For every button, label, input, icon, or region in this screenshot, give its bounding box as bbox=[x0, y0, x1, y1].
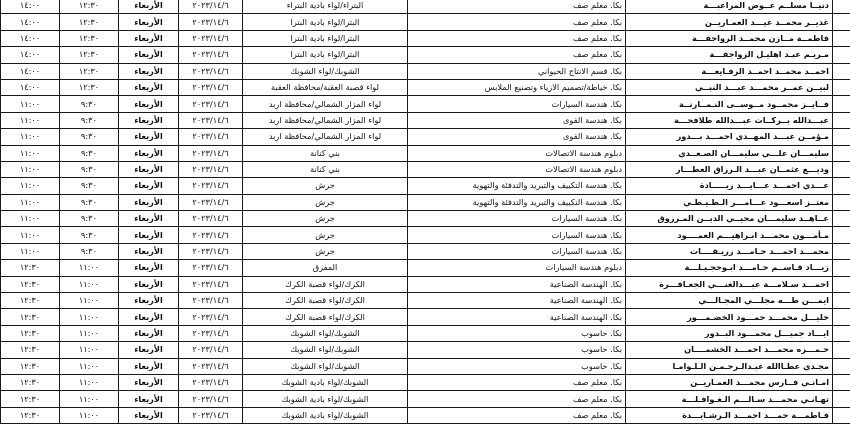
end-time-cell: ١٤:٠٠ bbox=[1, 47, 60, 63]
row-number-cell bbox=[833, 194, 850, 210]
exam-day-cell: الأربعاء bbox=[119, 145, 179, 161]
location-cell: الشوبك/لواء الشوبك bbox=[243, 358, 408, 374]
exam-day-cell: الأربعاء bbox=[119, 407, 179, 423]
candidate-name-cell: وديـــع عثمــان عبـــد الـرزاق العطـــار bbox=[626, 161, 833, 177]
start-time-cell: ١١:٠٠ bbox=[60, 407, 119, 423]
location-cell: الشوبك/لواء بادية الشوبك bbox=[243, 374, 408, 390]
row-number-cell bbox=[833, 63, 850, 79]
candidate-name-cell: عــاهــد سليمـــان محيــي الديــن المـرزوق bbox=[626, 211, 833, 227]
specialization-cell: بكا. خياطة/تصميم الازياء وتصنيع الملابس bbox=[408, 79, 626, 95]
candidate-name-cell: سليمـــان علـــي سليمـــان الصـعــدي bbox=[626, 145, 833, 161]
row-number-cell bbox=[833, 30, 850, 46]
table-row bbox=[1, 407, 850, 423]
specialization-cell: دبلوم هندسة السيارات bbox=[408, 260, 626, 276]
exam-day-cell: الأربعاء bbox=[119, 276, 179, 292]
exam-date-cell: ٢٠٢٣/١٤/٦ bbox=[179, 145, 243, 161]
exam-date-cell: ٢٠٢٣/١٤/٦ bbox=[179, 63, 243, 79]
location-cell: الكرك/لواء قصبة الكرك bbox=[243, 276, 408, 292]
table-row bbox=[1, 96, 850, 112]
specialization-cell: دبلوم هندسة الاتصالات bbox=[408, 145, 626, 161]
candidate-name-cell: ايـــاد جميـــل محمـــود البــدور bbox=[626, 325, 833, 341]
exam-date-cell: ٢٠٢٣/١٤/٦ bbox=[179, 194, 243, 210]
exam-day-cell: الأربعاء bbox=[119, 358, 179, 374]
table-row bbox=[1, 145, 850, 161]
candidate-name-cell: غديــر محمــد عيـــد العمـاريــن bbox=[626, 14, 833, 30]
location-cell: الشوبك/لواء بادية الشوبك bbox=[243, 407, 408, 423]
specialization-cell: بكا. معلم صف bbox=[408, 391, 626, 407]
end-time-cell: ١١:٠٠ bbox=[1, 243, 60, 259]
end-time-cell: ١١:٠٠ bbox=[1, 129, 60, 145]
start-time-cell: ٩:٣٠ bbox=[60, 227, 119, 243]
exam-day-cell: الأربعاء bbox=[119, 243, 179, 259]
specialization-cell: بكا. معلم صف bbox=[408, 14, 626, 30]
location-cell: الشوبك/لواء الشوبك bbox=[243, 325, 408, 341]
row-number-cell bbox=[833, 47, 850, 63]
table-row bbox=[1, 0, 850, 14]
exam-date-cell: ٢٠٢٣/١٤/٦ bbox=[179, 79, 243, 95]
table-row bbox=[1, 14, 850, 30]
location-cell: جرش bbox=[243, 194, 408, 210]
table-row bbox=[1, 276, 850, 292]
candidate-name-cell: مـأمـــون محمـــد ابـراهيـــم العمــــود bbox=[626, 227, 833, 243]
location-cell: المفرق bbox=[243, 260, 408, 276]
exam-day-cell: الأربعاء bbox=[119, 342, 179, 358]
candidate-name-cell: فـاطمـــة حمـــد احمـــد الـرشـايـــدة bbox=[626, 407, 833, 423]
location-cell: البترا/لواء بادية البترا bbox=[243, 47, 408, 63]
exam-day-cell: الأربعاء bbox=[119, 0, 179, 14]
specialization-cell: بكا. معلم صف bbox=[408, 30, 626, 46]
specialization-cell: دبلوم هندسة الاتصالات bbox=[408, 161, 626, 177]
table-row bbox=[1, 211, 850, 227]
location-cell: الكرك/لواء قصبة الكرك bbox=[243, 293, 408, 309]
row-number-cell bbox=[833, 161, 850, 177]
location-cell: لواء المزار الشمالي/محافظة اربد bbox=[243, 129, 408, 145]
location-cell: لواء قصبة العقبة/محافظة العقبة bbox=[243, 79, 408, 95]
candidate-name-cell: فاطمــة مــازن محمــد الرواجفـــة bbox=[626, 30, 833, 46]
end-time-cell: ١٢:٣٠ bbox=[1, 276, 60, 292]
table-body bbox=[1, 0, 850, 424]
row-number-cell bbox=[833, 374, 850, 390]
candidate-name-cell: لبيــن عمــر محمـــد عبـــد النبــي bbox=[626, 79, 833, 95]
start-time-cell: ٩:٣٠ bbox=[60, 194, 119, 210]
end-time-cell: ١٢:٣٠ bbox=[1, 391, 60, 407]
exam-day-cell: الأربعاء bbox=[119, 30, 179, 46]
exam-date-cell: ٢٠٢٣/١٤/٦ bbox=[179, 178, 243, 194]
exam-day-cell: الأربعاء bbox=[119, 374, 179, 390]
exam-date-cell: ٢٠٢٣/١٤/٦ bbox=[179, 30, 243, 46]
exam-day-cell: الأربعاء bbox=[119, 325, 179, 341]
exam-date-cell: ٢٠٢٣/١٤/٦ bbox=[179, 227, 243, 243]
row-number-cell bbox=[833, 112, 850, 128]
location-cell: بني كنانة bbox=[243, 161, 408, 177]
start-time-cell: ٩:٣٠ bbox=[60, 211, 119, 227]
start-time-cell: ١٢:٣٠ bbox=[60, 79, 119, 95]
table-row bbox=[1, 309, 850, 325]
exam-day-cell: الأربعاء bbox=[119, 14, 179, 30]
start-time-cell: ١١:٠٠ bbox=[60, 276, 119, 292]
end-time-cell: ١١:٠٠ bbox=[1, 227, 60, 243]
exam-date-cell: ٢٠٢٣/١٤/٦ bbox=[179, 309, 243, 325]
location-cell: الشوبك/لواء الشوبك bbox=[243, 342, 408, 358]
row-number-cell bbox=[833, 260, 850, 276]
exam-day-cell: الأربعاء bbox=[119, 260, 179, 276]
end-time-cell: ١١:٠٠ bbox=[1, 161, 60, 177]
table-row bbox=[1, 178, 850, 194]
specialization-cell: بكا. معلم صف bbox=[408, 374, 626, 390]
start-time-cell: ٩:٣٠ bbox=[60, 96, 119, 112]
exam-date-cell: ٢٠٢٣/١٤/٦ bbox=[179, 96, 243, 112]
table-row bbox=[1, 129, 850, 145]
specialization-cell: بكا. هندسة القوى bbox=[408, 112, 626, 128]
candidate-name-cell: زيـــاد قـاســم حـامـــد ابـوحجـيـلـــة bbox=[626, 260, 833, 276]
start-time-cell: ٩:٣٠ bbox=[60, 112, 119, 128]
candidate-name-cell: عـــدي احمـــد عـــايـــد زيـــــادة bbox=[626, 178, 833, 194]
exam-day-cell: الأربعاء bbox=[119, 112, 179, 128]
exam-date-cell: ٢٠٢٣/١٤/٦ bbox=[179, 342, 243, 358]
candidate-name-cell: احمـــد سـلامـــة عبـــدالغنـــي الجعـافـــرة bbox=[626, 276, 833, 292]
table-row bbox=[1, 342, 850, 358]
row-number-cell bbox=[833, 178, 850, 194]
table-row bbox=[1, 293, 850, 309]
row-number-cell bbox=[833, 0, 850, 14]
start-time-cell: ١١:٠٠ bbox=[60, 309, 119, 325]
specialization-cell: بكا. حاسوب bbox=[408, 325, 626, 341]
end-time-cell: ١٢:٣٠ bbox=[1, 260, 60, 276]
specialization-cell: بكا. معلم صف bbox=[408, 47, 626, 63]
specialization-cell: بكا. هندسة السيارات bbox=[408, 211, 626, 227]
row-number-cell bbox=[833, 129, 850, 145]
start-time-cell: ١١:٠٠ bbox=[60, 391, 119, 407]
start-time-cell: ١١:٠٠ bbox=[60, 325, 119, 341]
specialization-cell: بكا. حاسوب bbox=[408, 358, 626, 374]
candidate-name-cell: امـانـي فــارس محمـــد العمـاريــن bbox=[626, 374, 833, 390]
table-row bbox=[1, 194, 850, 210]
location-cell: الكرك/لواء قصبة الكرك bbox=[243, 309, 408, 325]
candidate-name-cell: احمــد محمــد احمــد الرفـايعـــة bbox=[626, 63, 833, 79]
row-number-cell bbox=[833, 293, 850, 309]
candidate-name-cell: حـمـــزه محمـــد احمـــد الخشمــــان bbox=[626, 342, 833, 358]
table-row bbox=[1, 79, 850, 95]
candidate-name-cell: معتــز اسعـــود عـــامـــر الـطـيـطـي bbox=[626, 194, 833, 210]
location-cell: جرش bbox=[243, 178, 408, 194]
candidate-name-cell: مـؤمــن عبـــد المهــدي احمـــد بـــدور bbox=[626, 129, 833, 145]
start-time-cell: ١١:٠٠ bbox=[60, 260, 119, 276]
specialization-cell: بكا. حاسوب bbox=[408, 342, 626, 358]
table-row bbox=[1, 325, 850, 341]
specialization-cell: بكا. قسم الانتاج الحيواني bbox=[408, 63, 626, 79]
row-number-cell bbox=[833, 211, 850, 227]
exam-day-cell: الأربعاء bbox=[119, 391, 179, 407]
location-cell: جرش bbox=[243, 211, 408, 227]
row-number-cell bbox=[833, 358, 850, 374]
table-row bbox=[1, 227, 850, 243]
end-time-cell: ١٢:٣٠ bbox=[1, 342, 60, 358]
row-number-cell bbox=[833, 145, 850, 161]
end-time-cell: ١٢:٣٠ bbox=[1, 407, 60, 423]
exam-day-cell: الأربعاء bbox=[119, 211, 179, 227]
exam-day-cell: الأربعاء bbox=[119, 309, 179, 325]
exam-date-cell: ٢٠٢٣/١٤/٦ bbox=[179, 14, 243, 30]
location-cell: البترا/لواء بادية البترا bbox=[243, 14, 408, 30]
start-time-cell: ٩:٣٠ bbox=[60, 243, 119, 259]
exam-date-cell: ٢٠٢٣/١٤/٦ bbox=[179, 358, 243, 374]
exam-date-cell: ٢٠٢٣/١٤/٦ bbox=[179, 391, 243, 407]
table-row bbox=[1, 374, 850, 390]
candidate-name-cell: تهـانـي محمـــد سـالـــم الـغـوافـلـــة bbox=[626, 391, 833, 407]
start-time-cell: ١٢:٣٠ bbox=[60, 63, 119, 79]
location-cell: الشوبك/لواء بادية الشوبك bbox=[243, 391, 408, 407]
end-time-cell: ١١:٠٠ bbox=[1, 178, 60, 194]
start-time-cell: ١١:٠٠ bbox=[60, 342, 119, 358]
location-cell: لواء المزار الشمالي/محافظة اربد bbox=[243, 96, 408, 112]
exam-date-cell: ٢٠٢٣/١٤/٦ bbox=[179, 276, 243, 292]
specialization-cell: بكا. هندسة السيارات bbox=[408, 227, 626, 243]
location-cell: البترا/لواء بادية البترا bbox=[243, 30, 408, 46]
start-time-cell: ١١:٠٠ bbox=[60, 358, 119, 374]
exam-date-cell: ٢٠٢٣/١٤/٦ bbox=[179, 407, 243, 423]
table-row bbox=[1, 391, 850, 407]
exam-day-cell: الأربعاء bbox=[119, 194, 179, 210]
start-time-cell: ١٢:٣٠ bbox=[60, 14, 119, 30]
table-row bbox=[1, 260, 850, 276]
exam-date-cell: ٢٠٢٣/١٤/٦ bbox=[179, 374, 243, 390]
row-number-cell bbox=[833, 276, 850, 292]
specialization-cell: بكا. هندسة السيارات bbox=[408, 96, 626, 112]
start-time-cell: ١١:٠٠ bbox=[60, 374, 119, 390]
candidate-name-cell: فــايــز محمــود مــوســى النـمــارنــة bbox=[626, 96, 833, 112]
table-row bbox=[1, 47, 850, 63]
row-number-cell bbox=[833, 96, 850, 112]
end-time-cell: ١١:٠٠ bbox=[1, 194, 60, 210]
start-time-cell: ١٢:٣٠ bbox=[60, 30, 119, 46]
start-time-cell: ٩:٣٠ bbox=[60, 161, 119, 177]
row-number-cell bbox=[833, 391, 850, 407]
candidate-name-cell: خليـــل محمـــد حمـــود الخضـمـــور bbox=[626, 309, 833, 325]
specialization-cell: بكا. هندسة التكييف والتبريد والتدفئة والتهوية bbox=[408, 178, 626, 194]
specialization-cell: بكا. هندسة القوى bbox=[408, 129, 626, 145]
start-time-cell: ٩:٣٠ bbox=[60, 145, 119, 161]
table-row bbox=[1, 243, 850, 259]
end-time-cell: ١١:٠٠ bbox=[1, 145, 60, 161]
specialization-cell: بكا. معلم صف bbox=[408, 0, 626, 14]
row-number-cell bbox=[833, 325, 850, 341]
specialization-cell: بكا. هندسة التكييف والتبريد والتدفئة والتهوية bbox=[408, 194, 626, 210]
exam-date-cell: ٢٠٢٣/١٤/٦ bbox=[179, 243, 243, 259]
exam-day-cell: الأربعاء bbox=[119, 161, 179, 177]
specialization-cell: بكا. معلم صف bbox=[408, 407, 626, 423]
specialization-cell: بكا. الهندسة الصناعية bbox=[408, 293, 626, 309]
end-time-cell: ١٤:٠٠ bbox=[1, 0, 60, 14]
specialization-cell: بكا. هندسة السيارات bbox=[408, 243, 626, 259]
table-row bbox=[1, 161, 850, 177]
location-cell: الشوبك/لواء الشوبك bbox=[243, 63, 408, 79]
candidate-name-cell: مجـدي عطـاالله عبـدالـرحـمـن الـلـوامـا bbox=[626, 358, 833, 374]
exam-day-cell: الأربعاء bbox=[119, 96, 179, 112]
exam-date-cell: ٢٠٢٣/١٤/٦ bbox=[179, 161, 243, 177]
row-number-cell bbox=[833, 407, 850, 423]
candidate-name-cell: محمـــد احمـــد حـامـــد زريـقــــات bbox=[626, 243, 833, 259]
end-time-cell: ١٤:٠٠ bbox=[1, 30, 60, 46]
candidate-name-cell: مـريـم عبـد اهليـل الرواجفـــة bbox=[626, 47, 833, 63]
exam-day-cell: الأربعاء bbox=[119, 129, 179, 145]
specialization-cell: بكا. الهندسة الصناعية bbox=[408, 276, 626, 292]
end-time-cell: ١٤:٠٠ bbox=[1, 79, 60, 95]
location-cell: جرش bbox=[243, 243, 408, 259]
start-time-cell: ١٢:٣٠ bbox=[60, 0, 119, 14]
exam-date-cell: ٢٠٢٣/١٤/٦ bbox=[179, 129, 243, 145]
exam-date-cell: ٢٠٢٣/١٤/٦ bbox=[179, 0, 243, 14]
end-time-cell: ١٤:٠٠ bbox=[1, 63, 60, 79]
start-time-cell: ١٢:٣٠ bbox=[60, 47, 119, 63]
candidate-name-cell: ايمـــن طـــه مجلـــي المجـالـــي bbox=[626, 293, 833, 309]
row-number-cell bbox=[833, 227, 850, 243]
exam-day-cell: الأربعاء bbox=[119, 63, 179, 79]
exam-date-cell: ٢٠٢٣/١٤/٦ bbox=[179, 260, 243, 276]
table-row bbox=[1, 112, 850, 128]
end-time-cell: ١٢:٣٠ bbox=[1, 374, 60, 390]
end-time-cell: ١٢:٣٠ bbox=[1, 325, 60, 341]
location-cell: بني كنانة bbox=[243, 145, 408, 161]
location-cell: لواء المزار الشمالي/محافظة اربد bbox=[243, 112, 408, 128]
specialization-cell: بكا. الهندسة الصناعية bbox=[408, 309, 626, 325]
exam-day-cell: الأربعاء bbox=[119, 293, 179, 309]
end-time-cell: ١٢:٣٠ bbox=[1, 309, 60, 325]
exam-date-cell: ٢٠٢٣/١٤/٦ bbox=[179, 211, 243, 227]
row-number-cell bbox=[833, 309, 850, 325]
location-cell: البتراء/لواء بادية البتراء bbox=[243, 0, 408, 14]
row-number-cell bbox=[833, 342, 850, 358]
end-time-cell: ١٢:٣٠ bbox=[1, 293, 60, 309]
start-time-cell: ٩:٣٠ bbox=[60, 178, 119, 194]
exam-date-cell: ٢٠٢٣/١٤/٦ bbox=[179, 293, 243, 309]
end-time-cell: ١١:٠٠ bbox=[1, 211, 60, 227]
exam-day-cell: الأربعاء bbox=[119, 178, 179, 194]
exam-date-cell: ٢٠٢٣/١٤/٦ bbox=[179, 47, 243, 63]
row-number-cell bbox=[833, 79, 850, 95]
table-row bbox=[1, 63, 850, 79]
exam-day-cell: الأربعاء bbox=[119, 79, 179, 95]
exam-day-cell: الأربعاء bbox=[119, 47, 179, 63]
exam-date-cell: ٢٠٢٣/١٤/٦ bbox=[179, 112, 243, 128]
end-time-cell: ١٤:٠٠ bbox=[1, 14, 60, 30]
exam-day-cell: الأربعاء bbox=[119, 227, 179, 243]
candidate-name-cell: دنيــا مسلــم عــوض المراعبـــة bbox=[626, 0, 833, 14]
row-number-cell bbox=[833, 14, 850, 30]
candidate-name-cell: عبـــدالله بــركــات عبـــدالله طلافحـــة bbox=[626, 112, 833, 128]
end-time-cell: ١١:٠٠ bbox=[1, 96, 60, 112]
end-time-cell: ١١:٠٠ bbox=[1, 112, 60, 128]
end-time-cell: ١٢:٣٠ bbox=[1, 358, 60, 374]
location-cell: جرش bbox=[243, 227, 408, 243]
start-time-cell: ١١:٠٠ bbox=[60, 293, 119, 309]
table-row bbox=[1, 30, 850, 46]
exam-date-cell: ٢٠٢٣/١٤/٦ bbox=[179, 325, 243, 341]
table-row bbox=[1, 358, 850, 374]
row-number-cell bbox=[833, 243, 850, 259]
start-time-cell: ٩:٣٠ bbox=[60, 129, 119, 145]
